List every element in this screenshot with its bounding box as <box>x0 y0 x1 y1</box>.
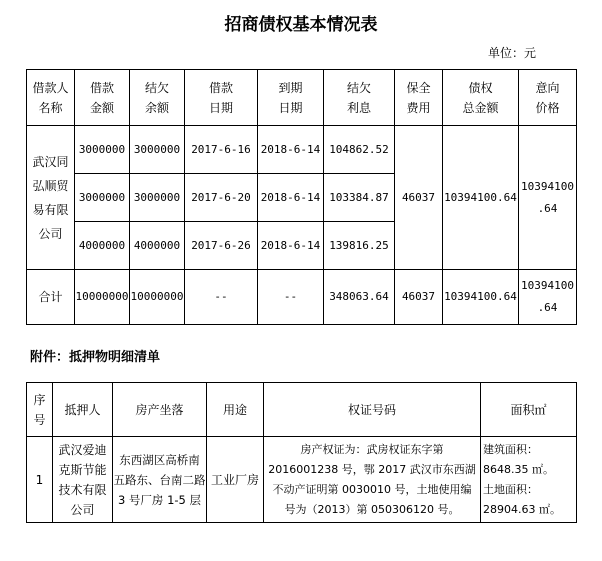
loan-amount: 4000000 <box>75 222 130 270</box>
total-due-date: -- <box>258 270 324 325</box>
header-cell: 保全 费用 <box>395 70 443 126</box>
unit-label: 单位：元 <box>488 46 537 60</box>
total-loan-date: -- <box>185 270 258 325</box>
interest: 104862.52 <box>324 126 395 174</box>
total-row <box>27 270 577 325</box>
due-date: 2018-6-14 <box>258 174 324 222</box>
preservation-fee: 46037 <box>395 126 443 270</box>
header-cell: 结欠 余额 <box>130 70 185 126</box>
cert-cell: 房产权证为：武房权证东字第 2016001238 号，鄂 2017 武汉市东西湖 不动产证明第 0030010 号，土地使用编 号为（2013）第 050306120 号。 <box>264 437 481 523</box>
mortgagor-cell: 武汉爱迪 克斯节能 技术有限 公司 <box>53 437 113 523</box>
header-usage: 用途 <box>207 383 264 437</box>
loan-date: 2017-6-20 <box>185 174 258 222</box>
collateral-table <box>26 382 577 523</box>
intended-price: 10394100 .64 <box>519 126 577 270</box>
balance: 3000000 <box>130 126 185 174</box>
header-cell: 借款人 名称 <box>27 70 75 126</box>
header-cert: 权证号码 <box>264 383 481 437</box>
total-interest: 348063.64 <box>324 270 395 325</box>
debt-info-table <box>26 69 577 325</box>
loan-date: 2017-6-16 <box>185 126 258 174</box>
loan-amount: 3000000 <box>75 126 130 174</box>
loan-amount: 3000000 <box>75 174 130 222</box>
area-cell: 建筑面积： 8648.35 ㎡。 土地面积： 28904.63 ㎡。 <box>481 437 577 523</box>
interest: 139816.25 <box>324 222 395 270</box>
header-cell: 结欠 利息 <box>324 70 395 126</box>
due-date: 2018-6-14 <box>258 126 324 174</box>
header-area: 面积㎡ <box>481 383 577 437</box>
attachment-title: 附件：抵押物明细清单 <box>30 350 161 365</box>
balance: 3000000 <box>130 174 185 222</box>
table-row <box>27 437 577 523</box>
header-cell: 意向 价格 <box>519 70 577 126</box>
header-cell: 债权 总金额 <box>443 70 519 126</box>
total-price: 10394100 .64 <box>519 270 577 325</box>
borrower-name: 武汉同 弘顺贸 易有限 公司 <box>27 126 75 270</box>
header-cell: 借款 金额 <box>75 70 130 126</box>
total-claim: 10394100.64 <box>443 126 519 270</box>
usage-cell: 工业厂房 <box>207 437 264 523</box>
header-cell: 到期 日期 <box>258 70 324 126</box>
header-mortgagor: 抵押人 <box>53 383 113 437</box>
table-row <box>27 126 577 174</box>
balance: 4000000 <box>130 222 185 270</box>
total-amount: 10000000 <box>75 270 130 325</box>
header-cell: 借款 日期 <box>185 70 258 126</box>
header-seq: 序 号 <box>27 383 53 437</box>
total-claim-sum: 10394100.64 <box>443 270 519 325</box>
page-title: 招商债权基本情况表 <box>224 15 378 35</box>
location-cell: 东西湖区高桥南 五路东、台南二路 3 号厂房 1-5 层 <box>113 437 207 523</box>
header-location: 房产坐落 <box>113 383 207 437</box>
table-header-row <box>27 383 577 437</box>
loan-date: 2017-6-26 <box>185 222 258 270</box>
seq-cell: 1 <box>27 437 53 523</box>
total-balance: 10000000 <box>130 270 185 325</box>
total-label: 合计 <box>27 270 75 325</box>
table-header-row <box>27 70 577 126</box>
interest: 103384.87 <box>324 174 395 222</box>
due-date: 2018-6-14 <box>258 222 324 270</box>
total-fee: 46037 <box>395 270 443 325</box>
